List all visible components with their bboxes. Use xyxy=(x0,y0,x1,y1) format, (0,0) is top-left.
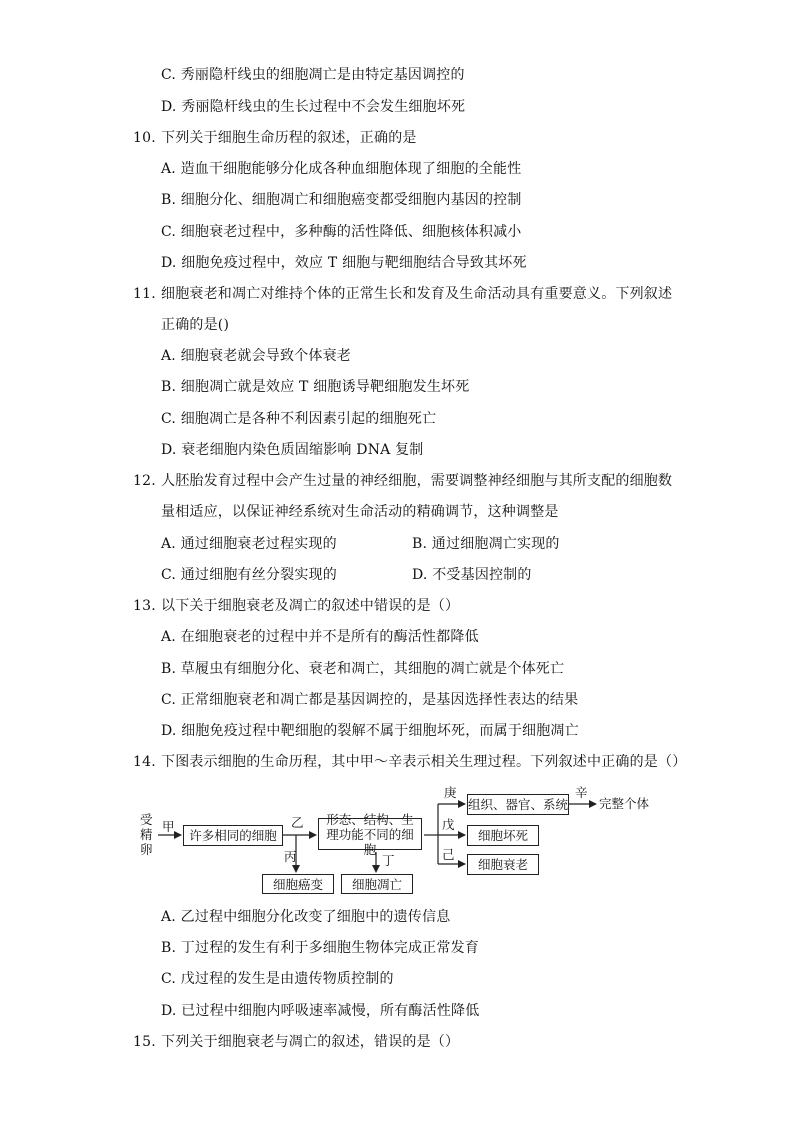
q12-option-a: A. 通过细胞衰老过程实现的 xyxy=(161,536,337,552)
question-stem: 下列关于细胞衰老与凋亡的叙述，错误的是（） xyxy=(161,1034,460,1050)
label-wu: 戊 xyxy=(442,817,455,832)
box-tissue-organ-system: 组织、器官、系统 xyxy=(467,794,569,815)
q12-option-d: D. 不受基因控制的 xyxy=(412,567,532,583)
question-stem: 以下关于细胞衰老及凋亡的叙述中错误的是（） xyxy=(161,598,460,614)
box-cancer: 细胞癌变 xyxy=(262,874,334,894)
question-stem: 细胞衰老和凋亡对维持个体的正常生长和发育及生命活动具有重要意义。下列叙述 xyxy=(161,286,673,302)
q11-option-c: C. 细胞凋亡是各种不利因素引起的细胞死亡 xyxy=(161,411,437,427)
q14-option-a: A. 乙过程中细胞分化改变了细胞中的遗传信息 xyxy=(161,909,451,925)
box-same-cells: 许多相同的细胞 xyxy=(183,825,283,846)
question-number: 11. xyxy=(133,286,156,302)
q12-option-c: C. 通过细胞有丝分裂实现的 xyxy=(161,567,337,583)
label-ding: 丁 xyxy=(382,853,395,868)
q11-option-a: A. 细胞衰老就会导致个体衰老 xyxy=(161,348,352,364)
question-number: 13. xyxy=(133,598,156,614)
question-number: 14. xyxy=(133,754,156,770)
q12-option-b: B. 通过细胞凋亡实现的 xyxy=(412,536,560,552)
question-number: 15. xyxy=(133,1034,156,1050)
box-apoptosis: 细胞凋亡 xyxy=(341,874,413,894)
question-number: 12. xyxy=(133,473,156,489)
box-aging: 细胞衰老 xyxy=(467,854,539,875)
cell-life-cycle-diagram xyxy=(138,782,668,900)
q14-option-d: D. 已过程中细胞内呼吸速率减慢，所有酶活性降低 xyxy=(161,1003,480,1019)
label-xin: 辛 xyxy=(575,785,588,800)
question-stem: 下图表示细胞的生命历程，其中甲～辛表示相关生理过程。下列叙述中正确的是（） xyxy=(161,754,687,770)
q10-option-a: A. 造血干细胞能够分化成各种血细胞体现了细胞的全能性 xyxy=(161,161,522,177)
q11-stem-cont: 正确的是() xyxy=(161,317,230,333)
label-jia: 甲 xyxy=(162,819,175,834)
q10-option-d: D. 细胞免疫过程中，效应 T 细胞与靶细胞结合导致其坏死 xyxy=(161,255,527,271)
q14-option-c: C. 戊过程的发生是由遗传物质控制的 xyxy=(161,971,394,987)
q9-option-c: C. 秀丽隐杆线虫的细胞凋亡是由特定基因调控的 xyxy=(161,67,465,83)
q13-option-c: C. 正常细胞衰老和凋亡都是基因调控的，是基因选择性表达的结果 xyxy=(161,692,579,708)
fertilized-egg-label: 受精卵 xyxy=(140,812,153,857)
q10-option-c: C. 细胞衰老过程中，多种酶的活性降低、细胞核体积减小 xyxy=(161,224,522,240)
q13-option-d: D. 细胞免疫过程中靶细胞的裂解不属于细胞坏死，而属于细胞凋亡 xyxy=(161,723,579,739)
q13-option-b: B. 草履虫有细胞分化、衰老和凋亡，其细胞的凋亡就是个体死亡 xyxy=(161,661,565,677)
question-stem: 下列关于细胞生命历程的叙述，正确的是 xyxy=(161,130,417,146)
q11-option-d: D. 衰老细胞内染色质固缩影响 DNA 复制 xyxy=(161,442,424,458)
question-number: 10. xyxy=(133,130,156,146)
q12-stem-cont: 量相适应，以保证神经系统对生命活动的精确调节，这种调整是 xyxy=(161,504,559,520)
label-bing: 丙 xyxy=(284,849,297,864)
q11-option-b: B. 细胞凋亡就是效应 T 细胞诱导靶细胞发生坏死 xyxy=(161,379,470,395)
label-yi: 乙 xyxy=(291,815,304,830)
box-different-cells: 形态、结构、生理功能不同的细胞 xyxy=(318,818,422,850)
q9-option-d: D. 秀丽隐杆线虫的生长过程中不会发生细胞坏死 xyxy=(161,99,466,115)
q13-option-a: A. 在细胞衰老的过程中并不是所有的酶活性都降低 xyxy=(161,629,479,645)
question-stem: 人胚胎发育过程中会产生过量的神经细胞，需要调整神经细胞与其所支配的细胞数 xyxy=(161,473,673,489)
q14-option-b: B. 丁过程的发生有利于多细胞生物体完成正常发育 xyxy=(161,940,479,956)
label-ji: 己 xyxy=(442,847,455,862)
label-geng: 庚 xyxy=(444,785,457,800)
box-necrosis: 细胞坏死 xyxy=(467,825,539,846)
text-complete-individual: 完整个体 xyxy=(599,796,650,811)
q10-option-b: B. 细胞分化、细胞凋亡和细胞癌变都受细胞内基因的控制 xyxy=(161,192,522,208)
